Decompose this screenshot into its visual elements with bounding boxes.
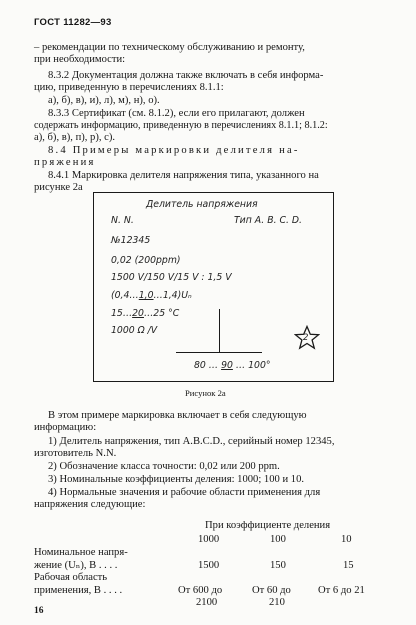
plate-maker: N. N. [111, 215, 134, 226]
text-line: изготовитель N.N. [34, 448, 117, 459]
table-cell: 210 [269, 597, 285, 608]
section-heading: 8.4 Примеры маркировки делителя на- [48, 145, 300, 156]
plate-angle-scale [194, 360, 271, 371]
figure-caption: Рисунок 2а [185, 388, 226, 398]
table-cell: 15 [343, 560, 354, 571]
plate-type: Тип A. B. C. D. [234, 215, 303, 226]
text-line: 2) Обозначение класса точности: 0,02 или 200 ppm. [48, 461, 280, 472]
table-row-label: применения, В . . . . [34, 585, 123, 596]
table-col-header: 10 [341, 534, 352, 545]
range-end: …1,4)Uₙ [153, 290, 192, 301]
text-line: 8.4.1 Маркировка делителя напряжения типа, указанного на [48, 170, 319, 181]
temp-start: 15… [111, 308, 133, 319]
star-digit: 2 [303, 333, 309, 343]
position-symbol-stem [219, 309, 220, 352]
table-header: При коэффициенте деления [205, 520, 331, 531]
scale-nominal: 90 [221, 360, 233, 371]
table-cell: От 600 до [178, 585, 223, 596]
range-start: (0,4… [111, 290, 139, 301]
table-row-label: жение (Uₙ), В . . . . [34, 560, 118, 571]
text-line: 8.3.3 Сертификат (см. 8.1.2), если его прилагают, должен [48, 108, 305, 119]
text-line: 3) Номинальные коэффициенты деления: 1000; 100 и 10. [48, 474, 305, 485]
text-line: 8.3.2 Документация должна также включать в себя информа- [48, 70, 324, 81]
text-line: рисунке 2а [34, 182, 83, 193]
table-col-header: 100 [270, 534, 286, 545]
marking-plate-figure [93, 192, 334, 382]
scale-start: 80 … [194, 360, 219, 371]
plate-voltage-range [111, 290, 192, 301]
table-row-label: Рабочая область [34, 572, 108, 583]
text-line: – рекомендации по техническому обслуживанию и ремонту, [34, 42, 305, 53]
table-cell: 1500 [198, 560, 220, 571]
text-line: при необходимости: [34, 54, 126, 65]
standard-header: ГОСТ 11282—93 [34, 17, 112, 28]
text-line: а), б), в), и), л), м), н), о). [48, 95, 160, 106]
temp-end: …25 °C [143, 308, 180, 319]
table-cell: 2100 [196, 597, 218, 608]
plate-serial: №12345 [111, 235, 151, 246]
plate-title: Делитель напряжения [146, 199, 258, 210]
table-cell: 150 [270, 560, 286, 571]
text-line: цию, приведенную в перечислениях 8.1.1: [34, 82, 224, 93]
range-nominal: 1,0 [138, 290, 154, 301]
plate-resistance: 1000 Ω /V [111, 325, 158, 336]
section-heading: пряжения [34, 157, 96, 168]
text-line: В этом примере маркировка включает в себя следующую [48, 410, 307, 421]
temp-nominal: 20 [132, 308, 144, 319]
position-symbol-base [176, 352, 262, 353]
text-line: содержать информацию, приведенную в перечислениях 8.1.1; 8.1.2: [34, 120, 328, 131]
table-cell: От 60 до [252, 585, 291, 596]
page-number: 16 [34, 606, 44, 616]
plate-ratings: 1500 V/150 V/15 V : 1,5 V [111, 272, 232, 283]
plate-accuracy: 0,02 (200ppm) [111, 255, 181, 266]
table-row-label: Номинальное напря- [34, 547, 128, 558]
text-line: 1) Делитель напряжения, тип A.B.C.D., серийный номер 12345, [48, 436, 335, 447]
plate-temperature [111, 308, 179, 319]
text-line: информацию: [34, 422, 97, 433]
text-line: 4) Нормальные значения и рабочие области применения для [48, 487, 321, 498]
text-line: напряжения следующие: [34, 499, 146, 510]
table-col-header: 1000 [198, 534, 220, 545]
scale-end: … 100° [235, 360, 271, 371]
text-line: а), б), в), п), р), с). [34, 132, 116, 143]
table-cell: От 6 до 21 [318, 585, 365, 596]
